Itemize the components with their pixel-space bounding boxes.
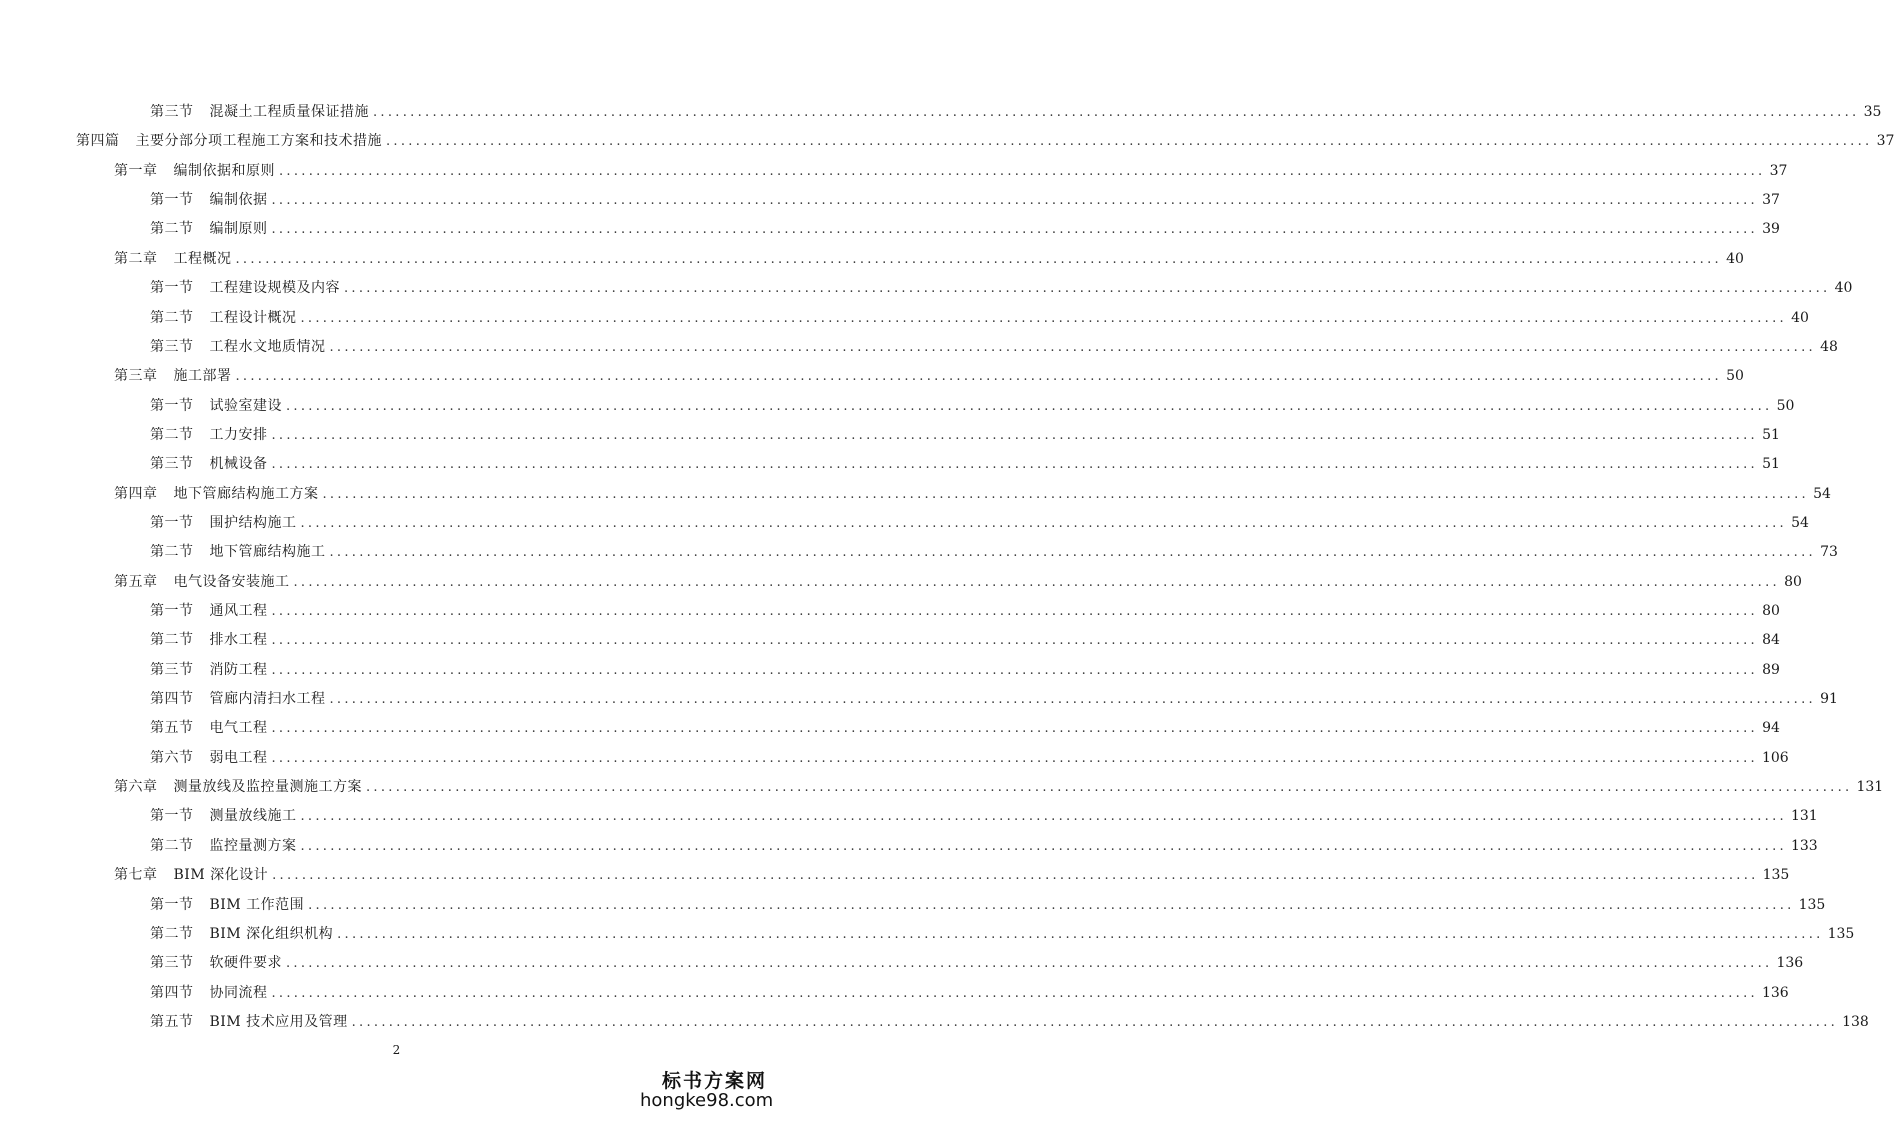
toc-entry-label: 第二节 bbox=[150, 426, 194, 443]
toc-entry-title: 围护结构施工 bbox=[209, 514, 297, 531]
toc-entry-title: BIM 工作范围 bbox=[209, 896, 305, 913]
toc-dot-leader: ........................................................................................................................................................................................................ bbox=[272, 868, 1759, 884]
toc-dot-leader: ........................................................................................................................................................................................................ bbox=[351, 1014, 1839, 1030]
toc-entry-label: 第三节 bbox=[150, 104, 194, 120]
toc-entry[interactable] bbox=[150, 924, 1855, 944]
toc-entry[interactable] bbox=[150, 689, 1838, 709]
toc-dot-leader: ........................................................................................................................................................................................................ bbox=[300, 310, 1787, 326]
toc-entry-label: 第四章 bbox=[114, 485, 158, 502]
toc-entry-page: 80 bbox=[1762, 603, 1780, 619]
toc-entry[interactable] bbox=[150, 983, 1789, 1003]
toc-entry-page: 94 bbox=[1762, 720, 1780, 737]
toc-entry-label: 第六章 bbox=[114, 779, 158, 796]
toc-entry-label: 第二节 bbox=[150, 309, 194, 326]
toc-dot-leader: ........................................................................................................................................................................................................ bbox=[308, 897, 1795, 913]
toc-entry-page: 131 bbox=[1790, 808, 1818, 825]
toc-entry-page: 136 bbox=[1776, 955, 1804, 972]
toc-entry[interactable] bbox=[150, 190, 1780, 210]
toc-entry-label: 第五节 bbox=[150, 720, 194, 737]
toc-entry-page: 135 bbox=[1827, 925, 1855, 942]
toc-entry-label: 第一章 bbox=[114, 162, 158, 179]
toc-dot-leader: ........................................................................................................................................................................................................ bbox=[271, 750, 1758, 766]
toc-entry-label: 第三节 bbox=[150, 955, 194, 972]
watermark-url: hongke98.com bbox=[640, 1090, 774, 1111]
toc-entry-label: 第一节 bbox=[150, 397, 194, 414]
toc-entry-title: 测量放线施工 bbox=[209, 808, 297, 825]
toc-entry-page: 73 bbox=[1820, 544, 1838, 561]
toc-entry[interactable] bbox=[76, 131, 1894, 151]
toc-entry-label: 第一节 bbox=[150, 280, 194, 297]
toc-entry-page: 54 bbox=[1813, 485, 1831, 502]
toc-entry-page: 131 bbox=[1856, 779, 1884, 796]
toc-entry-page: 51 bbox=[1762, 456, 1780, 473]
toc-entry-page: 138 bbox=[1842, 1013, 1869, 1030]
toc-dot-leader: ........................................................................................................................................................................................................ bbox=[300, 838, 1787, 854]
toc-dot-leader: ........................................................................................................................................................................................................ bbox=[271, 721, 1758, 737]
toc-entry[interactable] bbox=[150, 895, 1826, 915]
toc-dot-leader: ........................................................................................................................................................................................................ bbox=[373, 105, 1860, 120]
toc-entry-label: 第一节 bbox=[150, 808, 194, 825]
toc-entry-page: 91 bbox=[1820, 691, 1838, 707]
toc-entry-label: 第三节 bbox=[150, 456, 194, 473]
toc-entry[interactable] bbox=[114, 366, 1744, 386]
toc-entry-page: 50 bbox=[1726, 368, 1744, 385]
toc-entry-page: 80 bbox=[1784, 573, 1802, 590]
toc-dot-leader: ........................................................................................................................................................................................................ bbox=[286, 956, 1773, 972]
toc-entry[interactable] bbox=[150, 718, 1780, 738]
toc-entry[interactable] bbox=[150, 836, 1818, 856]
toc-entry[interactable] bbox=[150, 308, 1809, 328]
toc-dot-leader: ........................................................................................................................................................................................................ bbox=[235, 251, 1722, 267]
toc-entry-title: 地下管廊结构施工 bbox=[209, 544, 326, 561]
toc-entry-title: BIM 深化组织机构 bbox=[209, 925, 334, 942]
toc-entry[interactable] bbox=[150, 278, 1853, 298]
toc-entry[interactable] bbox=[150, 396, 1795, 416]
toc-entry[interactable] bbox=[114, 777, 1884, 797]
toc-entry-page: 50 bbox=[1776, 397, 1795, 414]
toc-entry[interactable] bbox=[150, 748, 1789, 768]
toc-entry-title: BIM 技术应用及管理 bbox=[209, 1013, 348, 1030]
watermark-logo bbox=[640, 1066, 790, 1118]
toc-entry-label: 第五章 bbox=[114, 573, 158, 590]
toc-entry[interactable] bbox=[114, 865, 1790, 885]
toc-entry-page: 89 bbox=[1762, 661, 1780, 678]
toc-entry-label: 第二节 bbox=[150, 221, 194, 238]
toc-entry-page: 84 bbox=[1762, 632, 1780, 649]
toc-entry[interactable] bbox=[150, 513, 1809, 533]
toc-entry-title: 编制原则 bbox=[209, 221, 268, 238]
toc-entry[interactable] bbox=[150, 542, 1838, 562]
toc-entry-page: 48 bbox=[1820, 338, 1838, 355]
toc-entry-page: 40 bbox=[1791, 309, 1809, 326]
toc-entry-page: 37 bbox=[1762, 192, 1780, 209]
toc-dot-leader: ........................................................................................................................................................................................................ bbox=[322, 486, 1809, 502]
toc-dot-leader: ........................................................................................................................................................................................................ bbox=[337, 926, 1824, 942]
toc-entry-title: 电气工程 bbox=[209, 720, 268, 737]
toc-entry[interactable] bbox=[114, 484, 1831, 504]
toc-entry-title: 监控量测方案 bbox=[209, 837, 297, 854]
toc-entry-label: 第三节 bbox=[150, 338, 194, 355]
toc-entry-page: 136 bbox=[1761, 984, 1789, 1001]
toc-entry-label: 第五节 bbox=[150, 1013, 194, 1030]
toc-entry-title: 机械设备 bbox=[209, 456, 268, 473]
toc-dot-leader: ........................................................................................................................................................................................................ bbox=[329, 545, 1816, 561]
toc-entry-label: 第一节 bbox=[150, 514, 194, 531]
toc-entry-title: 弱电工程 bbox=[209, 749, 268, 766]
toc-entry-title: 主要分部分项工程施工方案和技术措施 bbox=[135, 133, 382, 150]
toc-dot-leader: ........................................................................................................................................................................................................ bbox=[271, 427, 1758, 443]
toc-dot-leader: ........................................................................................................................................................................................................ bbox=[271, 662, 1758, 678]
toc-entry-page: 135 bbox=[1762, 867, 1790, 884]
toc-entry-title: 试验室建设 bbox=[209, 397, 282, 414]
toc-entry-label: 第二节 bbox=[150, 632, 194, 649]
toc-entry-page: 40 bbox=[1834, 280, 1853, 297]
toc-entry[interactable] bbox=[150, 601, 1780, 621]
toc-dot-leader: ........................................................................................................................................................................................................ bbox=[329, 692, 1816, 707]
toc-entry-page: 106 bbox=[1761, 749, 1789, 766]
toc-entry-title: 工程设计概况 bbox=[209, 309, 297, 326]
toc-dot-leader: ........................................................................................................................................................................................................ bbox=[386, 134, 1873, 150]
toc-entry[interactable] bbox=[114, 572, 1802, 592]
toc-entry-title: 通风工程 bbox=[209, 603, 268, 619]
toc-dot-leader: ........................................................................................................................................................................................................ bbox=[271, 193, 1758, 209]
toc-entry-label: 第一节 bbox=[150, 192, 194, 209]
toc-entry-label: 第二节 bbox=[150, 837, 194, 854]
toc-entry-page: 135 bbox=[1798, 896, 1826, 913]
toc-entry-page: 133 bbox=[1790, 837, 1818, 854]
toc-entry[interactable] bbox=[114, 161, 1788, 181]
toc-entry-label: 第三节 bbox=[150, 661, 194, 678]
toc-dot-leader: ........................................................................................................................................................................................................ bbox=[344, 281, 1831, 297]
toc-entry-page: 39 bbox=[1762, 221, 1780, 238]
toc-entry-page: 37 bbox=[1876, 133, 1894, 150]
toc-entry-title: 消防工程 bbox=[209, 661, 268, 678]
toc-entry-title: 地下管廊结构施工方案 bbox=[173, 485, 319, 502]
toc-dot-leader: ........................................................................................................................................................................................................ bbox=[366, 780, 1853, 796]
toc-dot-leader: ........................................................................................................................................................................................................ bbox=[235, 369, 1722, 385]
toc-dot-leader: ........................................................................................................................................................................................................ bbox=[293, 574, 1780, 590]
toc-entry[interactable] bbox=[150, 454, 1780, 474]
toc-entry-title: 软硬件要求 bbox=[209, 955, 282, 972]
toc-dot-leader: ........................................................................................................................................................................................................ bbox=[271, 457, 1758, 473]
toc-entry-label: 第四篇 bbox=[76, 133, 120, 150]
toc-entry[interactable] bbox=[150, 630, 1780, 650]
toc-entry-title: 混凝土工程质量保证措施 bbox=[209, 104, 369, 120]
toc-dot-leader: ........................................................................................................................................................................................................ bbox=[286, 398, 1773, 414]
toc-entry-label: 第一节 bbox=[150, 896, 194, 913]
toc-entry-title: 工程建设规模及内容 bbox=[209, 280, 340, 297]
toc-entry[interactable] bbox=[150, 953, 1804, 973]
toc-entry-page: 40 bbox=[1726, 250, 1744, 267]
toc-entry[interactable] bbox=[150, 102, 1882, 122]
toc-entry-title: 施工部署 bbox=[173, 368, 232, 385]
toc-entry-title: 电气设备安装施工 bbox=[173, 573, 290, 590]
toc-entry-label: 第二节 bbox=[150, 544, 194, 561]
toc-entry-page: 37 bbox=[1769, 162, 1788, 179]
toc-entry-title: 协同流程 bbox=[209, 984, 268, 1001]
toc-dot-leader: ........................................................................................................................................................................................................ bbox=[271, 222, 1758, 238]
toc-entry-title: 编制依据和原则 bbox=[173, 162, 275, 179]
toc-entry-page: 54 bbox=[1791, 514, 1809, 531]
toc-dot-leader: ........................................................................................................................................................................................................ bbox=[279, 163, 1766, 179]
watermark-text: 标书方案网 bbox=[662, 1070, 768, 1092]
toc-entry-label: 第二节 bbox=[150, 925, 194, 942]
toc-entry[interactable] bbox=[150, 425, 1780, 445]
toc-entry[interactable] bbox=[150, 660, 1780, 680]
toc-dot-leader: ........................................................................................................................................................................................................ bbox=[300, 515, 1787, 531]
toc-entry-label: 第七章 bbox=[114, 867, 158, 884]
page-number: 2 bbox=[392, 1043, 401, 1057]
toc-entry[interactable] bbox=[150, 1012, 1869, 1032]
toc-dot-leader: ........................................................................................................................................................................................................ bbox=[300, 809, 1787, 825]
toc-entry[interactable] bbox=[150, 219, 1780, 239]
toc-entry[interactable] bbox=[150, 806, 1818, 826]
toc-entry-title: 工程概况 bbox=[173, 250, 232, 267]
toc-dot-leader: ........................................................................................................................................................................................................ bbox=[271, 604, 1758, 619]
toc-entry-title: 工力安排 bbox=[209, 426, 268, 443]
toc-dot-leader: ........................................................................................................................................................................................................ bbox=[271, 633, 1758, 649]
toc-entry-title: BIM 深化设计 bbox=[173, 867, 269, 884]
toc-entry-title: 编制依据 bbox=[209, 192, 268, 209]
toc-entry-title: 测量放线及监控量测施工方案 bbox=[173, 779, 362, 796]
toc-entry-title: 排水工程 bbox=[209, 632, 268, 649]
toc-entry-label: 第二章 bbox=[114, 250, 158, 267]
toc-entry-page: 35 bbox=[1863, 104, 1882, 120]
toc-entry-title: 工程水文地质情况 bbox=[209, 338, 326, 355]
toc-entry-page: 51 bbox=[1762, 426, 1780, 443]
toc-entry[interactable] bbox=[114, 249, 1744, 269]
toc-dot-leader: ........................................................................................................................................................................................................ bbox=[329, 339, 1816, 355]
toc-entry-label: 第四节 bbox=[150, 984, 194, 1001]
toc-entry-title: 管廊内清扫水工程 bbox=[209, 691, 326, 707]
toc-entry-label: 第六节 bbox=[150, 749, 194, 766]
toc-entry-label: 第四节 bbox=[150, 691, 194, 707]
toc-dot-leader: ........................................................................................................................................................................................................ bbox=[271, 985, 1758, 1001]
toc-entry[interactable] bbox=[150, 337, 1838, 357]
toc-entry-label: 第一节 bbox=[150, 603, 194, 619]
toc-entry-label: 第三章 bbox=[114, 368, 158, 385]
